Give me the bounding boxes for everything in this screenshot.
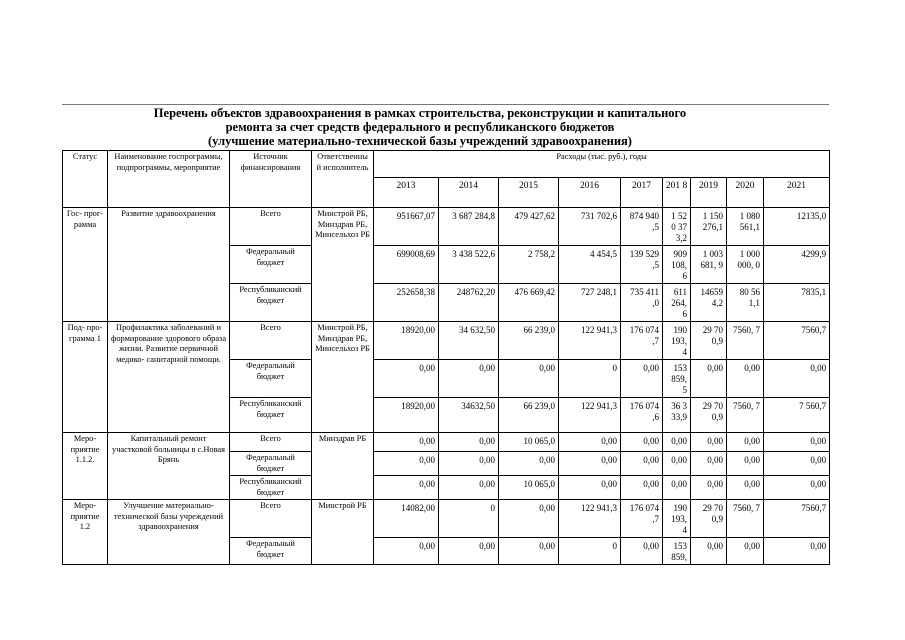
header-source: Источник финансирования	[230, 151, 312, 208]
row-status: Меро- приятие 1.1.2.	[63, 433, 108, 500]
value-cell: 951667,07	[374, 208, 439, 246]
value-cell: 0,00	[621, 538, 663, 565]
value-cell: 0,00	[663, 452, 691, 476]
value-cell: 7835,1	[764, 284, 830, 322]
value-cell: 0,00	[764, 476, 830, 500]
title-line-3: (улучшение материально-технической базы учреждений здравоохранения)	[208, 134, 632, 148]
value-cell: 0,00	[691, 538, 727, 565]
value-cell: 0,00	[691, 360, 727, 398]
header-expenses: Расходы (тыс. руб.), годы	[374, 151, 830, 178]
value-cell: 153 859,	[663, 538, 691, 565]
value-cell: 0,00	[559, 476, 621, 500]
top-rule	[62, 104, 829, 105]
value-cell: 176 074 ,6	[621, 398, 663, 433]
value-cell: 10 065,0	[499, 476, 559, 500]
table-row	[63, 208, 830, 246]
value-cell: 0,00	[439, 360, 499, 398]
header-name: Наименование госпрограммы, подпрограммы, мероприятие	[108, 151, 230, 208]
value-cell: 0,00	[663, 476, 691, 500]
value-cell: 0,00	[764, 538, 830, 565]
row-funding-source: Федеральный бюджет	[230, 452, 312, 476]
row-program-name: Развитие здравоохранения	[108, 208, 230, 322]
row-responsible: Минстрой РБ	[312, 500, 374, 565]
title-line-2: ремонта за счет средств федерального и республиканского бюджетов	[225, 120, 615, 134]
value-cell: 80 56 1,1	[727, 284, 764, 322]
value-cell: 0,00	[691, 433, 727, 452]
value-cell: 0,00	[621, 433, 663, 452]
value-cell: 190 193, 4	[663, 322, 691, 360]
value-cell: 0,00	[727, 360, 764, 398]
value-cell: 252658,38	[374, 284, 439, 322]
value-cell: 0,00	[727, 538, 764, 565]
value-cell: 0,00	[439, 452, 499, 476]
value-cell: 735 411 ,0	[621, 284, 663, 322]
value-cell: 1 150 276,1	[691, 208, 727, 246]
value-cell: 909 108, 6	[663, 246, 691, 284]
value-cell: 0,00	[499, 360, 559, 398]
row-status: Меро- приятие 1.2	[63, 500, 108, 565]
table-row	[63, 433, 830, 452]
value-cell: 36 3 33,9	[663, 398, 691, 433]
value-cell: 0,00	[439, 476, 499, 500]
year-2018: 201 8	[663, 178, 691, 208]
value-cell: 29 70 0,9	[691, 398, 727, 433]
value-cell: 0,00	[727, 452, 764, 476]
value-cell: 0,00	[499, 452, 559, 476]
row-funding-source: Федеральный бюджет	[230, 246, 312, 284]
value-cell: 0,00	[663, 433, 691, 452]
document-title	[100, 106, 740, 148]
value-cell: 0,00	[374, 476, 439, 500]
value-cell: 476 669,42	[499, 284, 559, 322]
value-cell: 699008,69	[374, 246, 439, 284]
value-cell: 0,00	[439, 433, 499, 452]
value-cell: 0,00	[727, 476, 764, 500]
value-cell: 731 702,6	[559, 208, 621, 246]
value-cell: 0	[439, 500, 499, 538]
value-cell: 7560, 7	[727, 500, 764, 538]
value-cell: 34632,50	[439, 398, 499, 433]
value-cell: 0,00	[727, 433, 764, 452]
value-cell: 122 941,3	[559, 398, 621, 433]
value-cell: 611 264, 6	[663, 284, 691, 322]
header-row	[63, 151, 830, 178]
value-cell: 0,00	[764, 452, 830, 476]
value-cell: 0	[559, 360, 621, 398]
value-cell: 3 438 522,6	[439, 246, 499, 284]
value-cell: 0	[559, 538, 621, 565]
value-cell: 0,00	[439, 538, 499, 565]
value-cell: 12135,0	[764, 208, 830, 246]
value-cell: 874 940 ,5	[621, 208, 663, 246]
value-cell: 7560, 7	[727, 322, 764, 360]
title-line-1: Перечень объектов здравоохранения в рамках строительства, реконструкции и капитального	[153, 106, 687, 120]
value-cell: 1 003 681, 9	[691, 246, 727, 284]
table-row	[63, 500, 830, 538]
year-2015: 2015	[499, 178, 559, 208]
value-cell: 7560,7	[764, 322, 830, 360]
row-funding-source: Всего	[230, 322, 312, 360]
value-cell: 18920,00	[374, 398, 439, 433]
value-cell: 190 193, 4	[663, 500, 691, 538]
value-cell: 4 454,5	[559, 246, 621, 284]
row-program-name: Капитальный ремонт участковой больницы в с.Новая Брянь	[108, 433, 230, 500]
value-cell: 0,00	[559, 433, 621, 452]
year-2016: 2016	[559, 178, 621, 208]
value-cell: 0,00	[374, 360, 439, 398]
value-cell: 122 941,3	[559, 322, 621, 360]
year-2013: 2013	[374, 178, 439, 208]
table-row	[63, 322, 830, 360]
value-cell: 3 687 284,8	[439, 208, 499, 246]
row-funding-source: Всего	[230, 208, 312, 246]
value-cell: 0,00	[374, 538, 439, 565]
value-cell: 1 080 561,1	[727, 208, 764, 246]
row-funding-source: Всего	[230, 433, 312, 452]
value-cell: 7 560,7	[764, 398, 830, 433]
row-responsible: Минстрой РБ, Минздрав РБ, Минсельхоз РБ	[312, 322, 374, 433]
header-status: Статус	[63, 151, 108, 208]
value-cell: 0,00	[499, 500, 559, 538]
value-cell: 1 52 0 37 3,2	[663, 208, 691, 246]
value-cell: 14659 4,2	[691, 284, 727, 322]
row-program-name: Улучшение материально- технической базы учреждений здравоохранения	[108, 500, 230, 565]
row-funding-source: Республиканский бюджет	[230, 284, 312, 322]
value-cell: 0,00	[691, 452, 727, 476]
row-status: Гос- прог- рамма	[63, 208, 108, 322]
value-cell: 176 074 ,7	[621, 322, 663, 360]
row-funding-source: Федеральный бюджет	[230, 538, 312, 565]
value-cell: 248762,20	[439, 284, 499, 322]
value-cell: 122 941,3	[559, 500, 621, 538]
year-2017: 2017	[621, 178, 663, 208]
value-cell: 7560, 7	[727, 398, 764, 433]
row-funding-source: Республиканский бюджет	[230, 398, 312, 433]
value-cell: 18920,00	[374, 322, 439, 360]
value-cell: 0,00	[621, 360, 663, 398]
value-cell: 2 758,2	[499, 246, 559, 284]
value-cell: 29 70 0,9	[691, 322, 727, 360]
value-cell: 29 70 0,9	[691, 500, 727, 538]
value-cell: 66 239,0	[499, 322, 559, 360]
row-funding-source: Федеральный бюджет	[230, 360, 312, 398]
year-2021: 2021	[764, 178, 830, 208]
value-cell: 0,00	[764, 360, 830, 398]
value-cell: 0,00	[374, 433, 439, 452]
value-cell: 153 859, 5	[663, 360, 691, 398]
value-cell: 4299,9	[764, 246, 830, 284]
year-2019: 2019	[691, 178, 727, 208]
value-cell: 0,00	[499, 538, 559, 565]
value-cell: 727 248,1	[559, 284, 621, 322]
value-cell: 14082,00	[374, 500, 439, 538]
value-cell: 0,00	[691, 476, 727, 500]
value-cell: 479 427,62	[499, 208, 559, 246]
value-cell: 1 000 000, 0	[727, 246, 764, 284]
value-cell: 10 065,0	[499, 433, 559, 452]
row-funding-source: Всего	[230, 500, 312, 538]
value-cell: 139 529 ,5	[621, 246, 663, 284]
value-cell: 0,00	[621, 476, 663, 500]
value-cell: 7560,7	[764, 500, 830, 538]
row-status: Под- про- грамма 1	[63, 322, 108, 433]
value-cell: 0,00	[621, 452, 663, 476]
row-responsible: Минздрав РБ	[312, 433, 374, 500]
row-program-name: Профилактика заболеваний и формирование здорового образа жизни. Развитие первичной медико- санитарной помощи.	[108, 322, 230, 433]
year-2014: 2014	[439, 178, 499, 208]
header-responsible: Ответственны й исполнитель	[312, 151, 374, 208]
value-cell: 0,00	[374, 452, 439, 476]
value-cell: 176 074 ,7	[621, 500, 663, 538]
year-2020: 2020	[727, 178, 764, 208]
value-cell: 66 239,0	[499, 398, 559, 433]
expenses-table	[62, 150, 830, 565]
row-funding-source: Республиканский бюджет	[230, 476, 312, 500]
value-cell: 34 632,50	[439, 322, 499, 360]
value-cell: 0,00	[764, 433, 830, 452]
row-responsible: Минстрой РБ, Минздрав РБ, Минсельхоз РБ	[312, 208, 374, 322]
value-cell: 0,00	[559, 452, 621, 476]
